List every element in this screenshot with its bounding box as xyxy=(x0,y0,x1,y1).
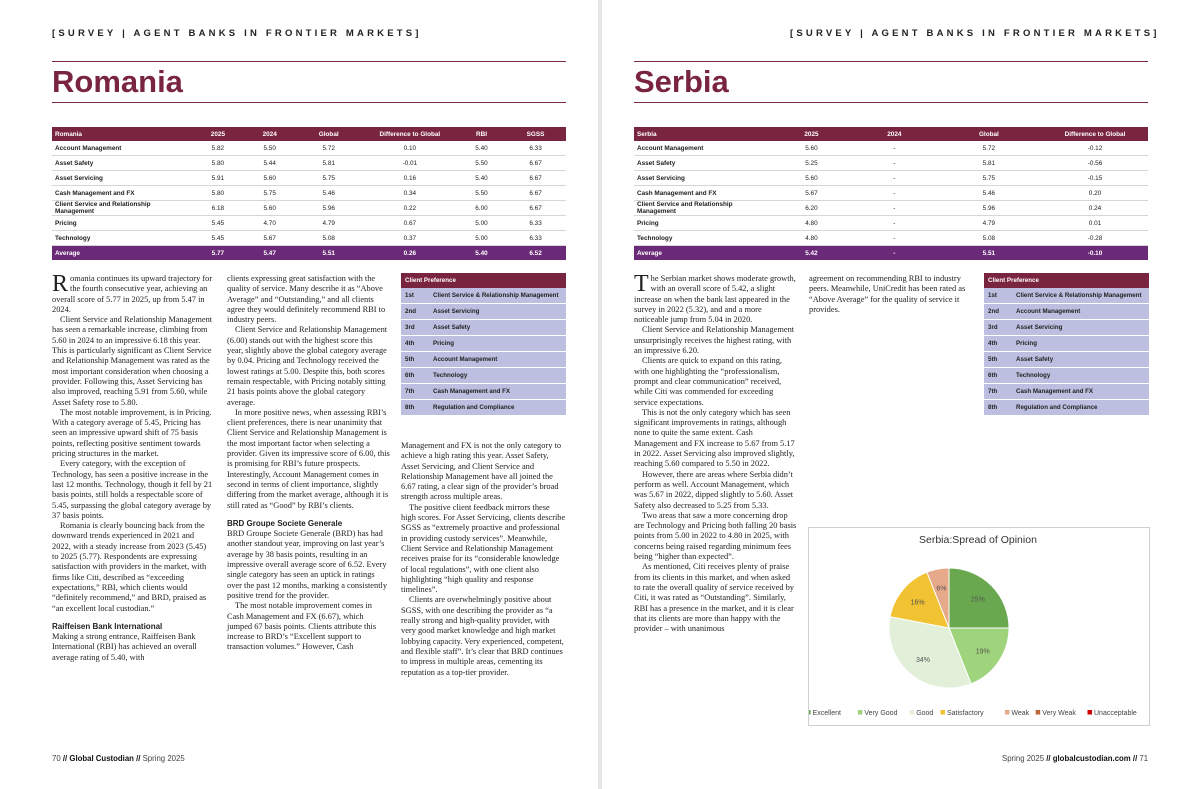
table-cell: - xyxy=(853,246,936,261)
table-cell: 6.33 xyxy=(505,141,566,156)
table-row xyxy=(52,231,566,246)
table-cell: 4.79 xyxy=(296,216,362,231)
romania-column-3 xyxy=(401,441,566,678)
preference-category: Regulation and Compliance xyxy=(1012,400,1149,416)
page-title-romania: Romania xyxy=(52,64,183,99)
table-cell: 5.82 xyxy=(192,141,244,156)
table-cell: 6.20 xyxy=(770,201,853,216)
table-row xyxy=(52,141,566,156)
table-header: Difference to Global xyxy=(362,127,458,141)
table-cell: 5.96 xyxy=(936,201,1042,216)
table-header: SGSS xyxy=(505,127,566,141)
table-cell: 5.60 xyxy=(244,201,296,216)
preference-row xyxy=(401,368,566,384)
legend-label: Satisfactory xyxy=(947,710,984,717)
pie-data-label: 25% xyxy=(970,596,985,604)
legend-swatch xyxy=(809,710,811,715)
table-header: RBI xyxy=(458,127,505,141)
preference-category: Technology xyxy=(429,368,566,384)
table-cell: 5.75 xyxy=(936,171,1042,186)
preference-category: Client Service & Relationship Management xyxy=(1012,288,1149,304)
table-cell: - xyxy=(853,171,936,186)
preference-rank: 2nd xyxy=(401,304,429,320)
preference-rank: 3rd xyxy=(984,320,1012,336)
pie-data-label: 19% xyxy=(975,648,990,656)
table-cell: 5.42 xyxy=(770,246,853,261)
table-cell: 5.60 xyxy=(244,171,296,186)
preference-category: Technology xyxy=(1012,368,1149,384)
table-header: 2024 xyxy=(244,127,296,141)
row-label: Cash Management and FX xyxy=(52,186,192,201)
legend-swatch xyxy=(858,710,863,715)
row-label: Asset Servicing xyxy=(52,171,192,186)
table-cell: 0.01 xyxy=(1042,216,1148,231)
section-header-left: [SURVEY | AGENT BANKS IN FRONTIER MARKETS] xyxy=(52,28,422,39)
legend-swatch xyxy=(1088,710,1093,715)
table-cell: 5.72 xyxy=(936,141,1042,156)
separator: // xyxy=(1132,754,1138,763)
paragraph: In more positive news, when assessing RBI’s client preferences, there is near unanimity that Client Service and Relationship Management is the most important factor when selecting a provider. Given its impressive score of 6.00, this is promising for RBI’s future prospects. Interestingly, Account Management comes in second in terms of client importance, slightly differing from the market average, although it is still rated as “Good” by RBI’s clients. xyxy=(227,407,390,510)
row-label: Technology xyxy=(52,231,192,246)
paragraph: Romania is clearly bouncing back from the downward trends experienced in 2021 and 2022, with a steady increase from 2023 (5.45) to 2025 (5.77). Respondents are expressing satisfaction with providers in the market, with firms like Citi, described as “exceeding expectations,” RBI, which clients would “definitely recommend,” and BRD, praised as “an excellent local custodian.” xyxy=(52,521,207,613)
table-header: Serbia xyxy=(634,127,770,141)
table-row xyxy=(634,186,1148,201)
page-title-serbia: Serbia xyxy=(634,64,729,99)
row-label: Asset Safety xyxy=(52,156,192,171)
table-cell: 5.00 xyxy=(458,216,505,231)
paragraph: Two areas that saw a more concerning drop are Technology and Pricing both falling 20 basis points from 5.00 in 2022 to 4.80 in 2025, with concerns being raised regarding minimum fees being “higher than expected”. xyxy=(634,510,797,562)
section-header-right: [SURVEY | AGENT BANKS IN FRONTIER MARKETS] xyxy=(790,28,1160,39)
table-cell: 5.81 xyxy=(296,156,362,171)
legend-swatch xyxy=(1005,710,1010,715)
table-cell: 5.51 xyxy=(936,246,1042,261)
table-cell: 5.80 xyxy=(192,156,244,171)
page-number: 70 xyxy=(52,754,61,763)
table-row xyxy=(634,156,1148,171)
header-rule xyxy=(634,61,1148,62)
table-row xyxy=(634,231,1148,246)
legend-label: Very Good xyxy=(864,710,898,717)
table-cell: 6.18 xyxy=(192,201,244,216)
preference-row xyxy=(984,352,1149,368)
preference-row xyxy=(401,288,566,304)
average-row xyxy=(52,246,566,261)
table-cell: 4.79 xyxy=(936,216,1042,231)
table-header: Client Preference xyxy=(401,273,566,288)
table-cell: 6.67 xyxy=(505,186,566,201)
table-header: Global xyxy=(296,127,362,141)
table-row xyxy=(52,171,566,186)
table-cell: 6.52 xyxy=(505,246,566,261)
table-row xyxy=(634,141,1148,156)
table-row xyxy=(52,156,566,171)
table-cell: 5.44 xyxy=(244,156,296,171)
table-cell: 0.37 xyxy=(362,231,458,246)
separator: // xyxy=(136,754,141,763)
preference-category: Account Management xyxy=(429,352,566,368)
legend-swatch xyxy=(1036,710,1041,715)
preference-category: Pricing xyxy=(429,336,566,352)
table-cell: 5.08 xyxy=(936,231,1042,246)
issue-label: Spring 2025 xyxy=(1002,754,1045,763)
preference-category: Asset Safety xyxy=(429,320,566,336)
romania-client-preference xyxy=(401,273,566,416)
preference-row xyxy=(984,368,1149,384)
legend-swatch xyxy=(910,710,915,715)
preference-category: Asset Safety xyxy=(1012,352,1149,368)
table-cell: 5.91 xyxy=(192,171,244,186)
table-cell: - xyxy=(853,201,936,216)
preference-row xyxy=(984,384,1149,400)
table-header: Global xyxy=(936,127,1042,141)
preference-row xyxy=(984,304,1149,320)
drop-cap: T xyxy=(634,271,649,297)
table-cell: 5.00 xyxy=(458,231,505,246)
legend-label: Weak xyxy=(1011,710,1030,717)
paragraph: clients expressing great satisfaction with the quality of service. Many describe it as “Above Average” and “Outstanding,” and all clients agree they would definitely recommend RBI to industry peers. xyxy=(227,274,386,325)
preference-rank: 7th xyxy=(984,384,1012,400)
table-cell: 0.24 xyxy=(1042,201,1148,216)
paragraph: omania continues its upward trajectory for the fourth consecutive year, achieving an overall score of 5.77 in 2025, up from 5.47 in 2024. xyxy=(52,274,213,314)
table-cell: 5.60 xyxy=(770,171,853,186)
table-cell: 5.08 xyxy=(296,231,362,246)
pie-data-label: 6% xyxy=(936,585,947,593)
row-label: Cash Management and FX xyxy=(634,186,770,201)
table-cell: 0.20 xyxy=(1042,186,1148,201)
table-row xyxy=(52,216,566,231)
table-header: Client Preference xyxy=(984,273,1149,288)
romania-column-1 xyxy=(52,271,213,663)
paragraph: The positive client feedback mirrors these high scores. For Asset Servicing, clients describe SGSS as “extremely proactive and professional in providing custody services”. Meanwhile, Client Service and Relationship Management receives praise for its “considerable knowledge of local regulations”, with one client also highlighting “high quality and response timelines”. xyxy=(401,502,566,595)
preference-rank: 5th xyxy=(401,352,429,368)
table-cell: 5.77 xyxy=(192,246,244,261)
preference-rank: 8th xyxy=(984,400,1012,416)
row-label: Average xyxy=(634,246,770,261)
table-header: 2025 xyxy=(192,127,244,141)
table-cell: -0.28 xyxy=(1042,231,1148,246)
table-cell: - xyxy=(853,141,936,156)
paragraph: Clients are quick to expand on this rating, with one highlighting the “professionalism, prompt and clear communication” received, while Citi was commended for exceeding service expectations. xyxy=(634,356,783,407)
paragraph: The most notable improvement, is in Pricing. With a category average of 5.45, Pricing has seen an impressive upward shift of 75 basis points, reflecting positive sentiment towards pricing structures in the market. xyxy=(52,407,212,459)
table-header: 2024 xyxy=(853,127,936,141)
row-label: Pricing xyxy=(634,216,770,231)
table-row xyxy=(52,186,566,201)
row-label: Account Management xyxy=(634,141,770,156)
table-row xyxy=(634,216,1148,231)
row-label: Client Service and Relationship Management xyxy=(52,201,192,216)
paragraph: Client Service and Relationship Management unsurprisingly receives the highest rating, with an impressive 6.20. xyxy=(634,325,795,356)
row-label: Pricing xyxy=(52,216,192,231)
table-cell: 0.34 xyxy=(362,186,458,201)
preference-row xyxy=(984,320,1149,336)
preference-rank: 3rd xyxy=(401,320,429,336)
paragraph: Every category, with the exception of Technology, has seen a positive increase in the last 12 months. Technology, though it fell by 21 basis points, still holds a respectable score of 5.45, surpassing the global category average by 37 basis points. xyxy=(52,459,213,520)
table-cell: 5.96 xyxy=(296,201,362,216)
row-label: Technology xyxy=(634,231,770,246)
table-cell: 5.45 xyxy=(192,231,244,246)
separator: // xyxy=(1046,754,1051,763)
preference-rank: 7th xyxy=(401,384,429,400)
preference-rank: 4th xyxy=(401,336,429,352)
paragraph: Management and FX is not the only category to achieve a high rating this year. Asset Safety, Asset Servicing, and Client Service and Relationship Management have all joined the 6.67 rating, a clear sign of the provider’s broad strength across multiple areas. xyxy=(401,441,562,502)
row-label: Average xyxy=(52,246,192,261)
table-cell: -0.56 xyxy=(1042,156,1148,171)
paragraph: BRD Groupe Societe Generale (BRD) has had another standout year, improving on last year’s average by 38 basis points, resulting in an impressive overall average score of 6.52. Every single category has seen an uptick in ratings over the past 12 months, marking a consistently positive trend for the provider. xyxy=(227,529,388,600)
table-cell: 5.46 xyxy=(296,186,362,201)
table-cell: 0.67 xyxy=(362,216,458,231)
preference-row xyxy=(401,336,566,352)
table-cell: 6.33 xyxy=(505,216,566,231)
table-cell: 5.80 xyxy=(192,186,244,201)
paragraph: he Serbian market shows moderate growth, with an overall score of 5.42, a slight increase on when the bank last appeared in the survey in 2022 (5.32), and and a more noticeable jump from 5.04 in 2020. xyxy=(634,274,796,325)
table-cell: 5.47 xyxy=(244,246,296,261)
table-cell: 5.25 xyxy=(770,156,853,171)
separator: // xyxy=(62,754,68,763)
table-cell: 5.40 xyxy=(458,141,505,156)
table-header: Romania xyxy=(52,127,192,141)
preference-category: Asset Servicing xyxy=(429,304,566,320)
table-header: Difference to Global xyxy=(1042,127,1148,141)
row-label: Client Service and Relationship Management xyxy=(634,201,770,216)
table-cell: 4.80 xyxy=(770,216,853,231)
romania-scores-table xyxy=(52,127,566,260)
preference-row xyxy=(984,400,1149,416)
paragraph: The most notable improvement comes in Cash Management and FX (6.67), which jumped 67 basis points. Clients attribute this increase to BRD’s “Excellent support to transaction volumes.” However, Cash xyxy=(227,601,377,652)
preference-rank: 8th xyxy=(401,400,429,416)
preference-rank: 1st xyxy=(984,288,1012,304)
preference-category: Cash Management and FX xyxy=(1012,384,1149,400)
table-cell: - xyxy=(853,231,936,246)
preference-category: Cash Management and FX xyxy=(429,384,566,400)
preference-rank: 1st xyxy=(401,288,429,304)
publication-name: Global Custodian xyxy=(69,754,134,763)
website-url: globalcustodian.com xyxy=(1052,754,1131,763)
serbia-client-preference xyxy=(984,273,1149,416)
table-row xyxy=(634,171,1148,186)
table-cell: 5.75 xyxy=(296,171,362,186)
table-cell: -0.12 xyxy=(1042,141,1148,156)
issue-label: Spring 2025 xyxy=(142,754,185,763)
serbia-column-2 xyxy=(809,274,974,315)
paragraph: This is not the only category which has seen significant improvements in ratings, although none to quite the same extent. Cash Management and FX increase to 5.67 from 5.17 in 2022. Asset Servicing also improved slightly, reaching 5.60 compared to 5.50 in 2022. xyxy=(634,407,795,469)
table-row xyxy=(52,201,566,216)
row-label: Asset Safety xyxy=(634,156,770,171)
table-cell: 5.81 xyxy=(936,156,1042,171)
paragraph: Clients are overwhelmingly positive about SGSS, with one describing the provider as “a really strong and high-quality provider, with very good market knowledge and high market lobbying capacity. Very experienced, competent, and flexible staff”. It’s clear that BRD continues to impress in multiple areas, cementing its reputation as a top-tier provider. xyxy=(401,595,564,677)
preference-rank: 6th xyxy=(401,368,429,384)
table-cell: 6.00 xyxy=(458,201,505,216)
table-cell: 5.67 xyxy=(770,186,853,201)
pie-chart-svg xyxy=(809,528,1149,725)
chart-title: Serbia:Spread of Opinion xyxy=(919,534,1037,546)
table-cell: 6.33 xyxy=(505,231,566,246)
legend-swatch xyxy=(941,710,946,715)
table-cell: 5.51 xyxy=(296,246,362,261)
preference-row xyxy=(401,304,566,320)
drop-cap: R xyxy=(52,271,69,297)
paragraph: Client Service and Relationship Management (6.00) stands out with the highest score this year, slightly above the global category average by 0.04. Pricing and Technology received the lowest ratings at 5.00. Despite this, both scores remain respectable, with Pricing notably sitting 21 basis points above the global category average. xyxy=(227,325,388,407)
table-cell: 5.50 xyxy=(458,186,505,201)
table-cell: -0.15 xyxy=(1042,171,1148,186)
row-label: Account Management xyxy=(52,141,192,156)
footer-right xyxy=(1002,754,1148,763)
preference-category: Asset Servicing xyxy=(1012,320,1149,336)
table-cell: 5.40 xyxy=(458,246,505,261)
table-cell: 5.75 xyxy=(244,186,296,201)
paragraph: However, there are areas where Serbia didn’t perform as well. Account Management, which was 5.67 in 2022, dipped slightly to 5.60. Asset Safety also decreased to 5.25 from 5.33. xyxy=(634,469,794,510)
legend-label: Excellent xyxy=(812,710,842,717)
table-cell: 0.16 xyxy=(362,171,458,186)
table-cell: 4.80 xyxy=(770,231,853,246)
preference-row xyxy=(401,320,566,336)
table-cell: -0.01 xyxy=(362,156,458,171)
title-rule xyxy=(634,102,1148,103)
preference-category: Regulation and Compliance xyxy=(429,400,566,416)
preference-row xyxy=(401,352,566,368)
table-cell: 6.67 xyxy=(505,201,566,216)
table-cell: 6.67 xyxy=(505,156,566,171)
preference-rank: 5th xyxy=(984,352,1012,368)
table-cell: 5.60 xyxy=(770,141,853,156)
table-cell: 6.67 xyxy=(505,171,566,186)
table-row xyxy=(634,201,1148,216)
paragraph: Making a strong entrance, Raiffeisen Bank International (RBI) has achieved an overall average rating of 5.40, with xyxy=(52,632,197,662)
preference-row xyxy=(984,288,1149,304)
preference-rank: 2nd xyxy=(984,304,1012,320)
preference-rank: 4th xyxy=(984,336,1012,352)
preference-row xyxy=(401,384,566,400)
table-cell: 0.26 xyxy=(362,246,458,261)
legend-label: Good xyxy=(916,710,934,717)
table-cell: 0.10 xyxy=(362,141,458,156)
legend-label: Very Weak xyxy=(1042,710,1076,717)
page-number: 71 xyxy=(1139,754,1149,763)
paragraph: As mentioned, Citi receives plenty of praise from its clients in this market, and when asked to rate the overall quality of service received by Citi, it was rated as “Outstanding”. Similarly, RBI has a presence in the market, and it is clear that its clients are more than happy with the provider – with unanimous xyxy=(634,562,794,634)
table-cell: 5.45 xyxy=(192,216,244,231)
preference-row xyxy=(401,400,566,416)
preference-row xyxy=(984,336,1149,352)
footer-left xyxy=(52,754,185,763)
table-cell: - xyxy=(853,216,936,231)
table-cell: 5.50 xyxy=(244,141,296,156)
row-label: Asset Servicing xyxy=(634,171,770,186)
serbia-opinion-chart xyxy=(808,527,1150,726)
average-row xyxy=(634,246,1148,261)
table-cell: 4.70 xyxy=(244,216,296,231)
preference-rank: 6th xyxy=(984,368,1012,384)
pie-data-label: 34% xyxy=(915,656,931,664)
pie-data-label: 16% xyxy=(910,599,925,607)
table-header: 2025 xyxy=(770,127,853,141)
preference-category: Pricing xyxy=(1012,336,1149,352)
table-cell: 5.46 xyxy=(936,186,1042,201)
romania-column-2 xyxy=(227,274,390,653)
preference-category: Client Service & Relationship Management xyxy=(429,288,566,304)
table-cell: -0.10 xyxy=(1042,246,1148,261)
table-cell: - xyxy=(853,156,936,171)
serbia-column-1 xyxy=(634,271,797,634)
paragraph: Client Service and Relationship Management has seen a remarkable increase, climbing from 5.60 in 2024 to an impressive 6.18 this year. This is particularly significant as Client Service and Relationship Management was rated as the most important consideration when choosing a provider. Following this, Asset Servicing has also improved, reaching 5.91 from 5.60, while Asset Safety rose to 5.80. xyxy=(52,315,213,407)
table-cell: 5.72 xyxy=(296,141,362,156)
table-cell: - xyxy=(853,186,936,201)
legend-label: Unacceptable xyxy=(1094,710,1137,717)
table-cell: 5.67 xyxy=(244,231,296,246)
table-cell: 5.40 xyxy=(458,171,505,186)
title-rule xyxy=(52,102,566,103)
paragraph: agreement on recommending RBI to industry peers. Meanwhile, UniCredit has been rated as “Above Average” for the quality of service it provides. xyxy=(809,274,966,314)
subheading: BRD Groupe Societe Generale xyxy=(227,518,343,528)
table-cell: 0.22 xyxy=(362,201,458,216)
subheading: Raiffeisen Bank International xyxy=(52,621,163,631)
preference-category: Account Management xyxy=(1012,304,1149,320)
table-cell: 5.50 xyxy=(458,156,505,171)
serbia-scores-table xyxy=(634,127,1148,260)
header-rule xyxy=(52,61,566,62)
